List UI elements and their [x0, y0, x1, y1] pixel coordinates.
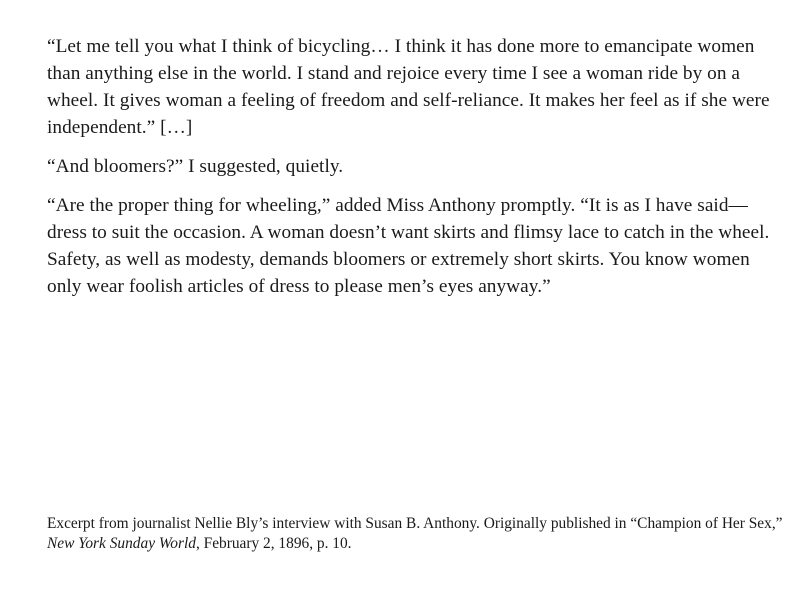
source-caption: [47, 514, 787, 554]
caption-suffix: , February 2, 1896, p. 10.: [195, 535, 352, 552]
excerpt-text: [47, 33, 777, 300]
caption-prefix: Excerpt from journalist Nellie Bly’s interview with Susan B. Anthony. Originally published in “Champion of Her Sex,”: [47, 515, 783, 532]
paragraph-bicycling-quote: “Let me tell you what I think of bicycling… I think it has done more to emancipate women than anything else in the world. I stand and rejoice every time I see a woman ride by on a wheel. It gives woman a feeling of freedom and self-reliance. It makes her feel as if she were independent.” […]: [47, 36, 770, 138]
caption-publication: New York Sunday World: [47, 535, 196, 552]
paragraph-anthony-reply: “Are the proper thing for wheeling,” added Miss Anthony promptly. “It is as I have said—dress to suit the occasion. A woman doesn’t want skirts and flimsy lace to catch in the wheel. Safety, as well as modesty, demands bloomers or extremely short skirts. You know women only wear foolish articles of dress to please men’s eyes anyway.”: [47, 195, 770, 297]
paragraph-bloomers-question: “And bloomers?” I suggested, quietly.: [47, 156, 344, 177]
